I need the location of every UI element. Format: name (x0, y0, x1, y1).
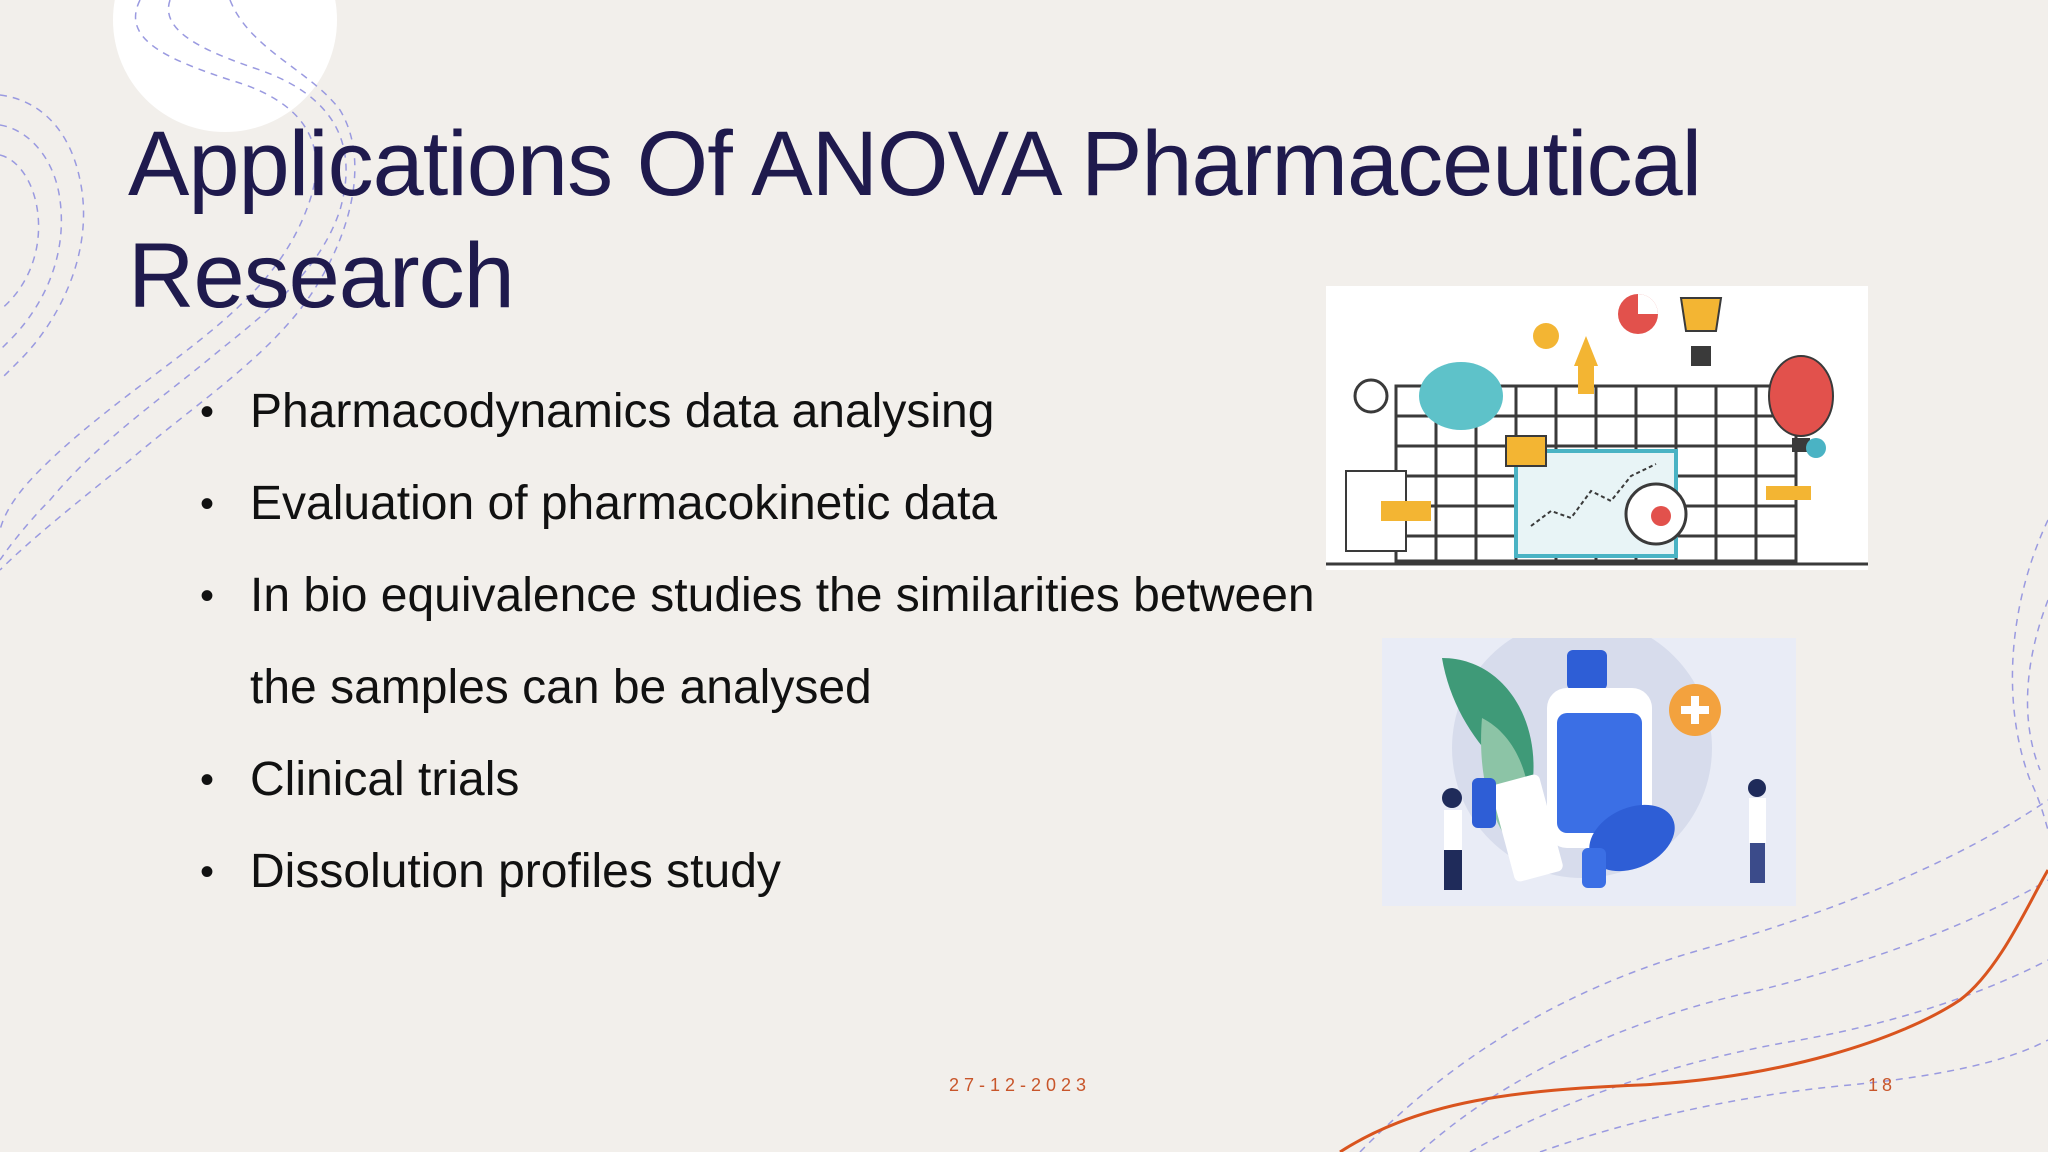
bullet-continuation (200, 642, 1400, 734)
bullet-item (200, 458, 1400, 550)
bullet-dot: • (200, 758, 215, 802)
pharmacy-illustration (1382, 638, 1796, 906)
title-line-1: Applications Of ANOVA Pharmaceutical (128, 113, 1702, 215)
slide-number: 18 (1867, 1075, 1896, 1095)
accent-curve (1340, 870, 2048, 1152)
bullet-dot: • (200, 850, 215, 894)
bullet-list (200, 366, 1400, 918)
footer-date: 27-12-2023 (948, 1075, 1092, 1095)
bullet-text: In bio equivalence studies the similarities between (250, 569, 1315, 622)
analytics-illustration (1326, 286, 1868, 570)
bullet-dot: • (200, 574, 215, 618)
title-line-2: Research (128, 225, 514, 327)
bullet-text: Dissolution profiles study (250, 845, 781, 898)
bullet-text: Clinical trials (250, 753, 520, 806)
bullet-item (200, 734, 1400, 826)
bullet-text: Evaluation of pharmacokinetic data (250, 477, 998, 530)
bullet-text: the samples can be analysed (250, 661, 872, 714)
analytics-illustration-graphic (1326, 286, 1868, 570)
bullet-dot: • (200, 390, 215, 434)
bullet-item (200, 366, 1400, 458)
pharmacy-illustration-graphic (1382, 638, 1796, 906)
bullet-dot: • (200, 482, 215, 526)
bullet-item (200, 550, 1400, 642)
bullet-text: Pharmacodynamics data analysing (250, 385, 995, 438)
bullet-item (200, 826, 1400, 918)
